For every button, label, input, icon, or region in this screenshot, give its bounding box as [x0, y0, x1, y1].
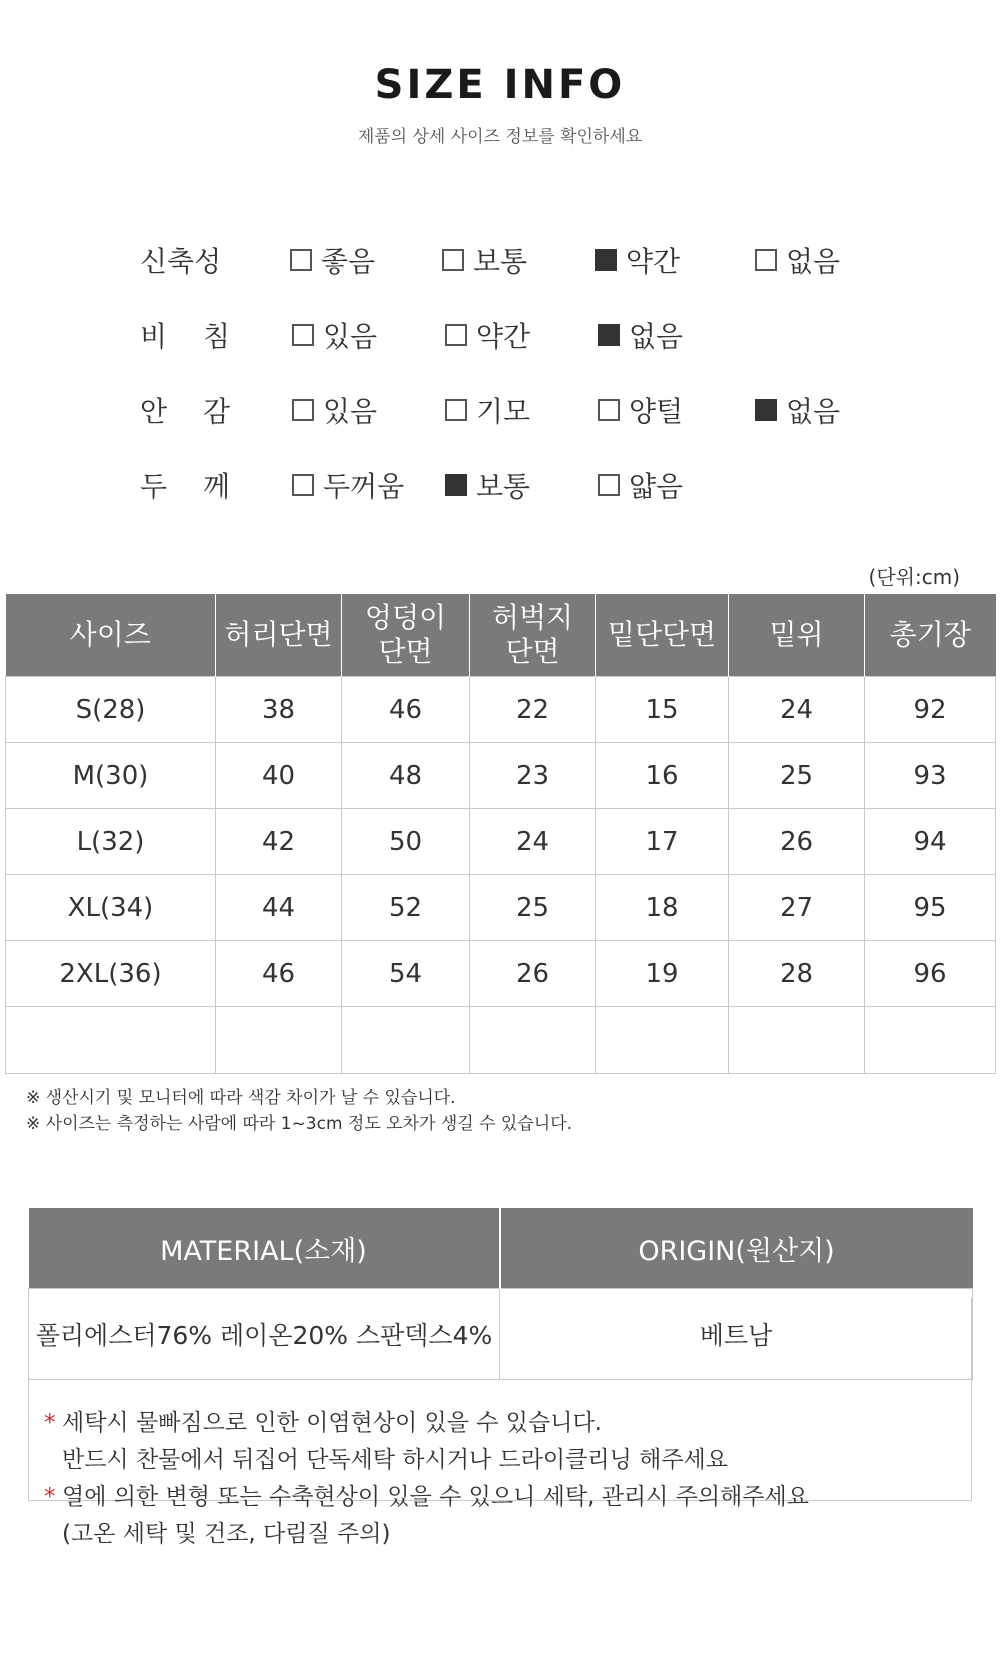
table-cell — [216, 1007, 342, 1074]
checkbox-icon — [292, 474, 314, 496]
option-label: 없음 — [629, 320, 684, 353]
care-line — [44, 1405, 809, 1442]
origin-header: ORIGIN(원산지) — [500, 1208, 973, 1289]
checkbox-icon — [445, 399, 467, 421]
checkbox-icon — [290, 249, 312, 271]
page-subtitle: 제품의 상세 사이즈 정보를 확인하세요 — [357, 127, 643, 147]
table-cell: 25 — [470, 875, 596, 941]
column-header: 밑단단면 — [596, 594, 729, 677]
asterisk-icon: * — [44, 1484, 56, 1510]
table-cell: 26 — [470, 941, 596, 1007]
care-text: (고온 세탁 및 건조, 다림질 주의) — [62, 1521, 391, 1547]
column-header: 사이즈 — [6, 594, 216, 677]
table-cell — [342, 1007, 470, 1074]
table-cell: 16 — [596, 743, 729, 809]
checkbox-icon — [292, 324, 314, 346]
table-cell: 52 — [342, 875, 470, 941]
table-cell: 40 — [216, 743, 342, 809]
table-cell: 23 — [470, 743, 596, 809]
care-text: 세탁시 물빠짐으로 인한 이염현상이 있을 수 있습니다. — [62, 1410, 602, 1436]
table-row — [6, 875, 996, 941]
material-value: 폴리에스터76% 레이온20% 스판덱스4% — [29, 1289, 500, 1380]
checkbox-icon — [445, 324, 467, 346]
table-cell — [596, 1007, 729, 1074]
option-label: 기모 — [476, 395, 531, 428]
table-cell — [6, 1007, 216, 1074]
note-line: ※ 사이즈는 측정하는 사람에 따라 1~3cm 정도 오차가 생길 수 있습니다. — [26, 1114, 573, 1134]
table-cell: 92 — [865, 677, 996, 743]
care-instructions — [44, 1405, 809, 1553]
option-fleece — [598, 390, 683, 430]
table-cell: 48 — [342, 743, 470, 809]
table-cell: 95 — [865, 875, 996, 941]
option-label: 좋음 — [321, 245, 376, 278]
option-label: 없음 — [786, 245, 841, 278]
table-cell — [865, 1007, 996, 1074]
table-cell — [470, 1007, 596, 1074]
material-header: MATERIAL(소재) — [29, 1208, 500, 1289]
page-title: SIZE INFO — [374, 62, 626, 108]
option-label: 있음 — [323, 395, 378, 428]
table-cell: 19 — [596, 941, 729, 1007]
column-header: 엉덩이 단면 — [342, 594, 470, 677]
table-cell: 38 — [216, 677, 342, 743]
table-cell: 54 — [342, 941, 470, 1007]
table-cell: 50 — [342, 809, 470, 875]
table-cell: L(32) — [6, 809, 216, 875]
table-cell: 15 — [596, 677, 729, 743]
option-label: 양털 — [629, 395, 684, 428]
table-cell: 94 — [865, 809, 996, 875]
option-brushed — [445, 390, 530, 430]
attribute-label-text: 안 — [140, 395, 168, 428]
checkbox-checked-icon — [755, 399, 777, 421]
attribute-row-lining — [140, 390, 940, 430]
option-none — [598, 315, 683, 355]
table-cell: M(30) — [6, 743, 216, 809]
column-header: 허벅지 단면 — [470, 594, 596, 677]
column-header: 총기장 — [865, 594, 996, 677]
attribute-label-text: 침 — [202, 320, 230, 353]
table-row — [6, 743, 996, 809]
care-text: 열에 의한 변형 또는 수축현상이 있을 수 있으니 세탁, 관리시 주의해주세요 — [62, 1484, 809, 1510]
size-table — [5, 594, 996, 1074]
checkbox-icon — [292, 399, 314, 421]
attribute-label-text: 신축성 — [140, 245, 222, 278]
asterisk-icon: * — [44, 1410, 56, 1436]
unit-label: (단위:cm) — [868, 565, 960, 589]
table-cell: 93 — [865, 743, 996, 809]
table-cell: 46 — [216, 941, 342, 1007]
table-cell: 24 — [729, 677, 865, 743]
option-label: 얇음 — [629, 470, 684, 503]
care-line — [44, 1516, 809, 1553]
attribute-label — [140, 465, 230, 505]
checkbox-checked-icon — [598, 324, 620, 346]
table-cell: 96 — [865, 941, 996, 1007]
option-label: 약간 — [626, 245, 681, 278]
table-cell: 42 — [216, 809, 342, 875]
option-label: 없음 — [786, 395, 841, 428]
option-normal — [445, 465, 530, 505]
option-slight — [595, 240, 680, 280]
checkbox-icon — [598, 474, 620, 496]
checkbox-checked-icon — [595, 249, 617, 271]
option-thin — [598, 465, 683, 505]
table-cell: 24 — [470, 809, 596, 875]
checkbox-icon — [755, 249, 777, 271]
option-label: 약간 — [476, 320, 531, 353]
attribute-label-text: 두 — [140, 470, 168, 503]
table-cell: 2XL(36) — [6, 941, 216, 1007]
option-yes — [292, 315, 377, 355]
attribute-label-text: 비 — [140, 320, 168, 353]
table-cell: 17 — [596, 809, 729, 875]
option-yes — [292, 390, 377, 430]
table-cell: 25 — [729, 743, 865, 809]
table-cell — [729, 1007, 865, 1074]
table-cell: 46 — [342, 677, 470, 743]
table-cell: 26 — [729, 809, 865, 875]
table-row — [6, 941, 996, 1007]
table-row-empty — [6, 1007, 996, 1074]
table-cell: S(28) — [6, 677, 216, 743]
column-header: 허리단면 — [216, 594, 342, 677]
column-header: 밑위 — [729, 594, 865, 677]
origin-value: 베트남 — [500, 1289, 973, 1380]
option-label: 있음 — [323, 320, 378, 353]
option-label: 보통 — [476, 470, 531, 503]
care-text: 반드시 찬물에서 뒤집어 단독세탁 하시거나 드라이클리닝 해주세요 — [62, 1447, 728, 1473]
note-line: ※ 생산시기 및 모니터에 따라 색감 차이가 날 수 있습니다. — [26, 1088, 456, 1108]
option-normal — [442, 240, 527, 280]
attribute-label — [140, 390, 230, 430]
option-none — [755, 240, 840, 280]
checkbox-icon — [598, 399, 620, 421]
table-cell: 18 — [596, 875, 729, 941]
option-none — [755, 390, 840, 430]
table-row — [6, 809, 996, 875]
attribute-row-sheerness — [140, 315, 940, 355]
option-good — [290, 240, 375, 280]
size-notes — [26, 1085, 572, 1137]
attribute-label — [140, 240, 230, 280]
option-label: 두꺼움 — [323, 470, 405, 503]
attribute-row-thickness — [140, 465, 940, 505]
table-header-row — [6, 594, 996, 677]
option-label: 보통 — [473, 245, 528, 278]
care-line — [44, 1479, 809, 1516]
checkbox-icon — [442, 249, 464, 271]
table-cell: 28 — [729, 941, 865, 1007]
table-row — [6, 677, 996, 743]
attribute-label — [140, 315, 230, 355]
attribute-row-stretch — [140, 240, 940, 280]
table-cell: 27 — [729, 875, 865, 941]
table-cell: 22 — [470, 677, 596, 743]
checkbox-checked-icon — [445, 474, 467, 496]
option-slight — [445, 315, 530, 355]
option-thick — [292, 465, 404, 505]
attribute-label-text: 감 — [202, 395, 230, 428]
table-header-row — [29, 1208, 973, 1289]
table-cell: 44 — [216, 875, 342, 941]
table-cell: XL(34) — [6, 875, 216, 941]
attribute-label-text: 께 — [202, 470, 230, 503]
care-line — [44, 1442, 809, 1479]
